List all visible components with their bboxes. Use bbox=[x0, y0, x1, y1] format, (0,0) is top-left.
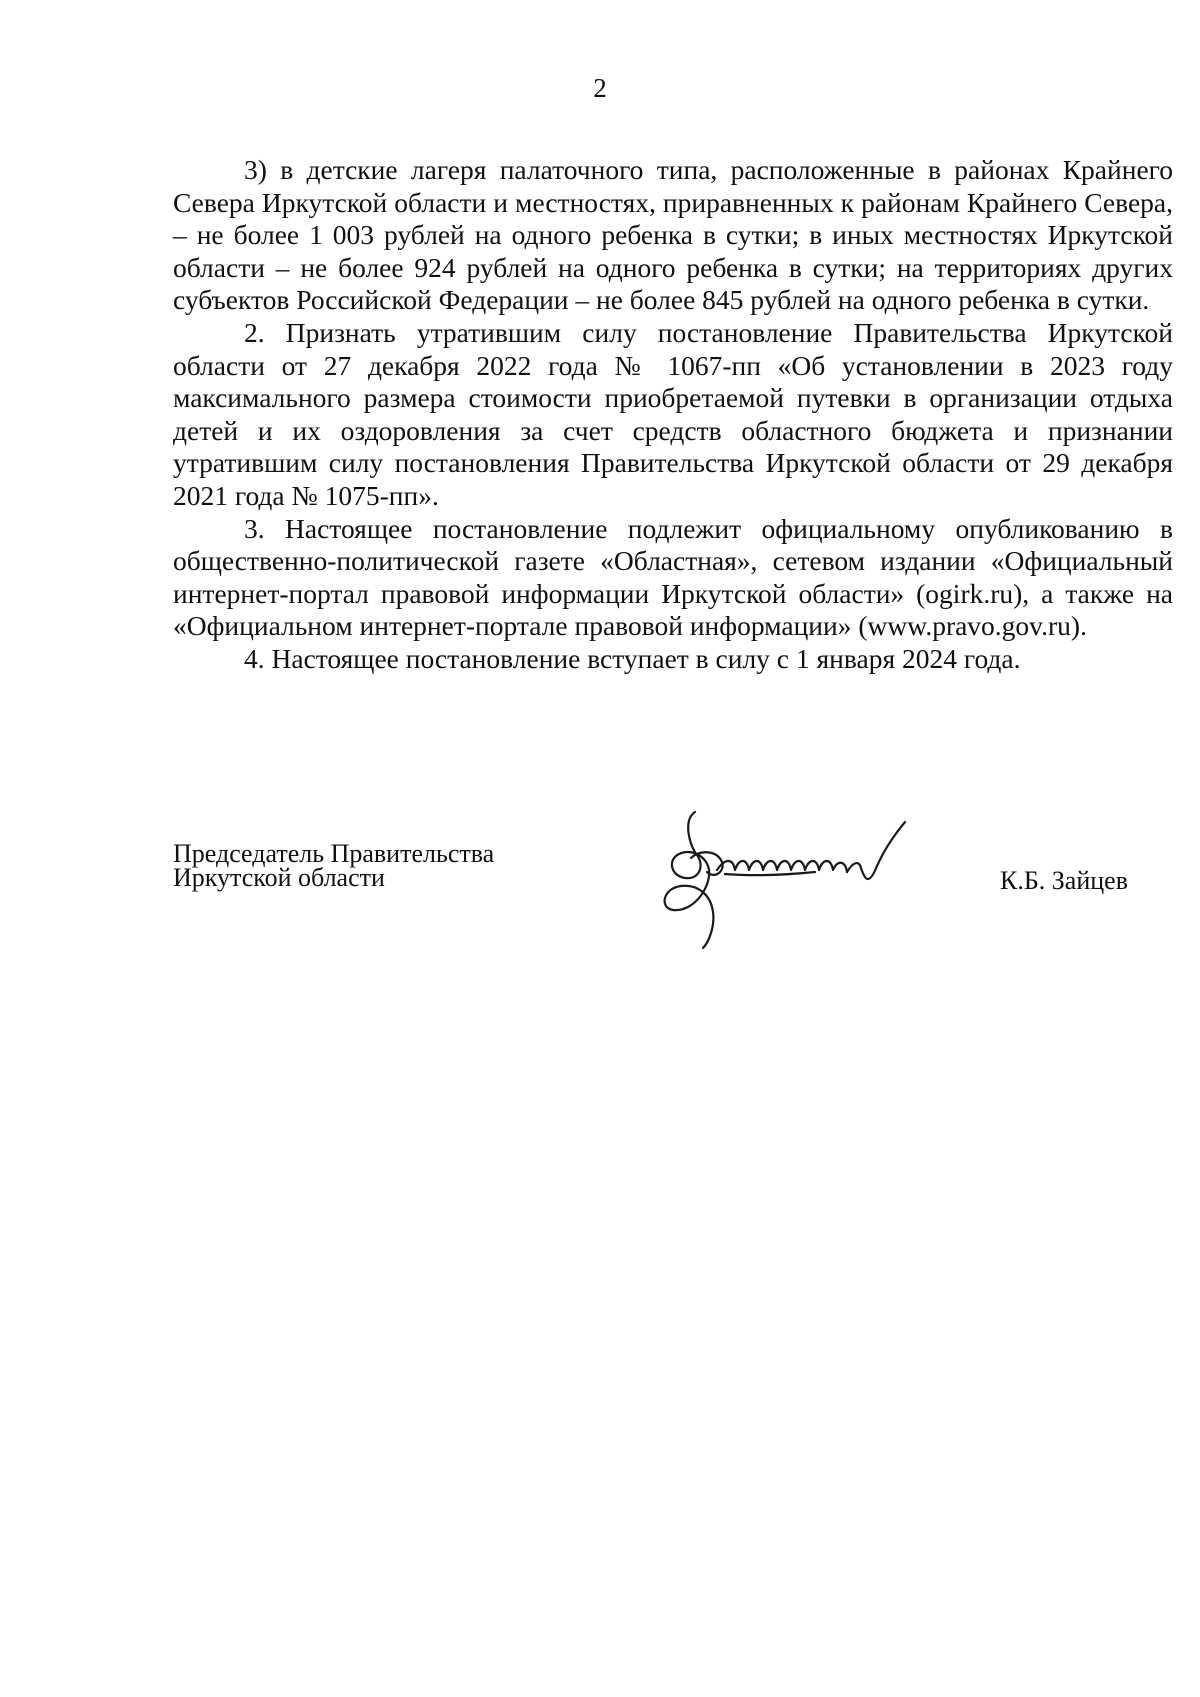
handwritten-signature bbox=[655, 800, 935, 950]
signatory-position-line2: Иркутской области bbox=[173, 863, 385, 892]
paragraph-effective-date: 4. Настоящее постановление вступает в силу с 1 января 2024 года. bbox=[244, 642, 1021, 674]
signer-name: К.Б. Зайцев bbox=[1000, 866, 1128, 895]
paragraph-repeal: 2. Признать утратившим силу постановление Правительства Иркутской области от 27 декабря 2022 года № 1067-пп «Об установлении в 2023 году максимального размера стоимости приобретаемой путевки в организации отдыха детей и их оздоровления за счет средств областного бюджета и признании утратившим силу постановления Правительства Иркутской области от 29 декабря 2021 года № 1075-пп». bbox=[173, 316, 1173, 511]
signatory-position bbox=[173, 839, 495, 892]
paragraph-item-3: 3) в детские лагеря палаточного типа, расположенные в районах Крайнего Севера Иркутской области и местностях, приравненных к районам Крайнего Севера, – не более 1 003 рублей на одного ребенка в сутки; в иных местностях Иркутской области – не более 924 рублей на одного ребенка в сутки; на территориях других субъектов Российской Федерации – не более 845 рублей на одного ребенка в сутки. bbox=[173, 154, 1173, 316]
paragraph-publication: 3. Настоящее постановление подлежит официальному опубликованию в общественно-политической газете «Областная», сетевом издании «Официальный интернет-портал правовой информации Иркутской области» (ogirk.ru), а также на «Официальном интернет-портале правовой информации» (www.pravo.gov.ru). bbox=[173, 512, 1173, 642]
document-body bbox=[173, 154, 1173, 676]
signatory-position-line1: Председатель Правительства bbox=[173, 839, 495, 868]
page-number: 2 bbox=[593, 73, 607, 103]
